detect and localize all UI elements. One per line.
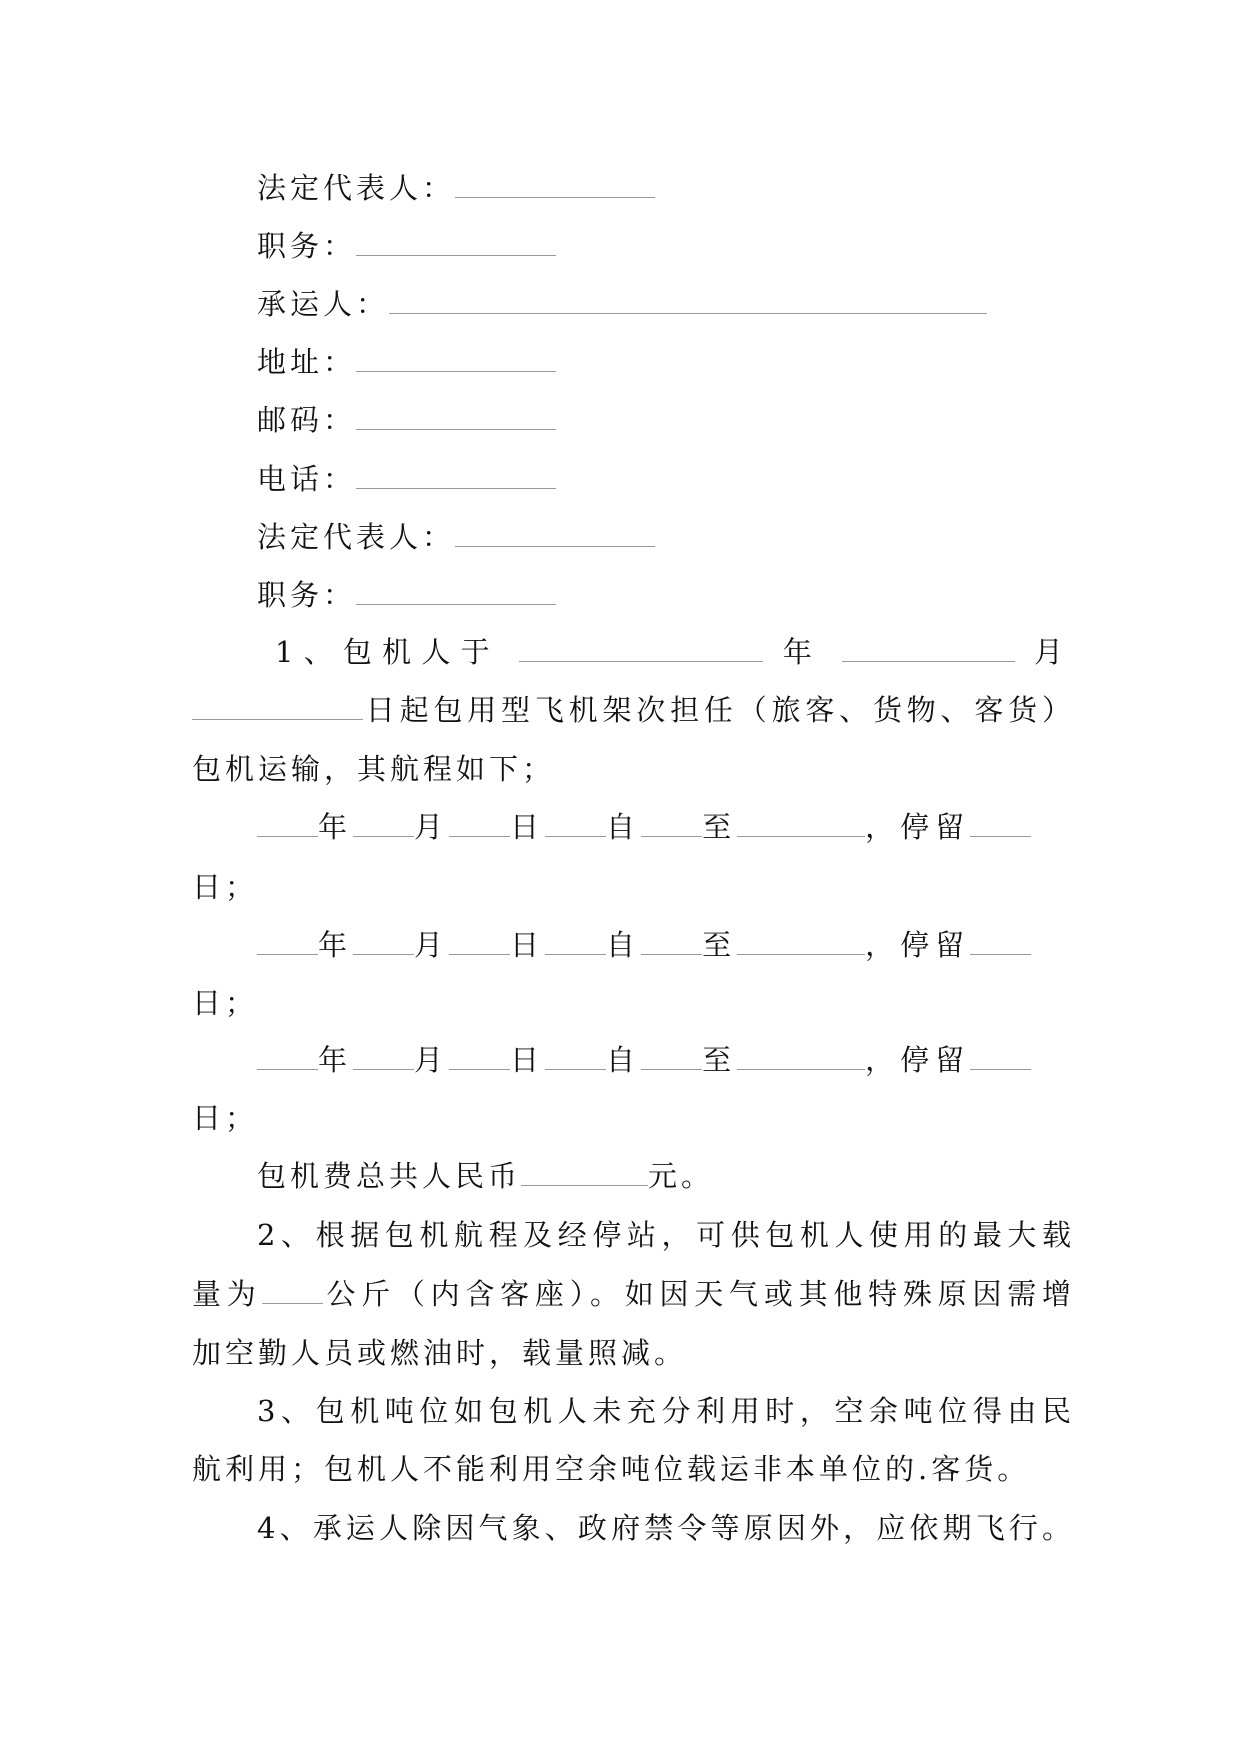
text: 日 xyxy=(510,810,546,844)
postcode-blank[interactable] xyxy=(356,403,556,430)
clause-2-line-1: 2、根据包机航程及经停站，可供包机人使用的最大载 xyxy=(257,1218,1073,1252)
address-row xyxy=(257,344,556,380)
legal-rep-2-blank[interactable] xyxy=(455,520,655,547)
text: ，停留 xyxy=(865,928,971,962)
blank[interactable] xyxy=(353,810,414,837)
blank[interactable] xyxy=(257,810,318,837)
position-1-blank[interactable] xyxy=(356,229,556,256)
text: 月 xyxy=(1034,635,1074,669)
blank[interactable] xyxy=(449,928,510,955)
text: 至 xyxy=(702,1043,738,1077)
blank[interactable] xyxy=(737,1043,865,1070)
legal-rep-1-row xyxy=(257,170,655,206)
blank[interactable] xyxy=(257,928,318,955)
label: 地址： xyxy=(257,345,357,379)
blank[interactable] xyxy=(970,1043,1031,1070)
text: 月 xyxy=(414,810,450,844)
fee-blank[interactable] xyxy=(521,1159,648,1186)
day-blank[interactable] xyxy=(192,693,363,720)
clause-3-line-2: 航利用；包机人不能利用空余吨位载运非本单位的.客货。 xyxy=(192,1452,1031,1486)
position-1-row xyxy=(257,228,556,264)
blank[interactable] xyxy=(545,928,606,955)
text: 自 xyxy=(606,810,642,844)
label: 邮码： xyxy=(257,403,357,437)
label: 电话： xyxy=(257,462,357,496)
itinerary-end: 日； xyxy=(192,986,259,1020)
label: 法定代表人： xyxy=(257,171,456,205)
phone-row xyxy=(257,461,556,497)
blank[interactable] xyxy=(545,1043,606,1070)
blank[interactable] xyxy=(449,1043,510,1070)
label: 职务： xyxy=(257,578,357,612)
text: 日 xyxy=(510,1043,546,1077)
clause-1-line-3 xyxy=(192,751,555,787)
text: 元。 xyxy=(648,1159,715,1193)
blank[interactable] xyxy=(449,810,510,837)
carrier-row xyxy=(257,286,987,322)
label: 职务： xyxy=(257,229,357,263)
text: 日起包用型飞机架次担任（旅客、货物、客货） xyxy=(363,693,1073,727)
text: 1、包机人于 xyxy=(275,635,500,669)
label: 法定代表人： xyxy=(257,520,456,554)
text: 月 xyxy=(414,1043,450,1077)
text: 公斤（内含客座）。如因天气或其他特殊原因需增 xyxy=(322,1277,1073,1311)
year-blank[interactable] xyxy=(519,635,763,662)
blank[interactable] xyxy=(641,810,702,837)
blank[interactable] xyxy=(641,1043,702,1070)
label: 承运人： xyxy=(257,287,390,321)
blank[interactable] xyxy=(970,928,1031,955)
fee-line xyxy=(257,1158,714,1194)
position-2-blank[interactable] xyxy=(356,578,556,605)
text: 年 xyxy=(318,810,354,844)
clause-3-line-1: 3、包机吨位如包机人未充分利用时，空余吨位得由民 xyxy=(257,1394,1073,1428)
text: 自 xyxy=(606,1043,642,1077)
text: 包机费总共人民币 xyxy=(257,1159,522,1193)
legal-rep-1-blank[interactable] xyxy=(455,171,655,198)
itinerary-row xyxy=(257,809,1031,845)
text: 自 xyxy=(606,928,642,962)
clause-2-line-3: 加空勤人员或燃油时，载量照减。 xyxy=(192,1336,688,1370)
blank[interactable] xyxy=(737,810,865,837)
text: 至 xyxy=(702,810,738,844)
text: 至 xyxy=(702,928,738,962)
blank[interactable] xyxy=(353,928,414,955)
text: 月 xyxy=(414,928,450,962)
itinerary-row xyxy=(257,927,1031,963)
blank[interactable] xyxy=(970,810,1031,837)
phone-blank[interactable] xyxy=(356,462,556,489)
clause-1-line-2 xyxy=(192,692,1073,728)
text: ，停留 xyxy=(865,1043,971,1077)
blank[interactable] xyxy=(257,1043,318,1070)
blank[interactable] xyxy=(353,1043,414,1070)
blank[interactable] xyxy=(641,928,702,955)
text: 日 xyxy=(510,928,546,962)
clause-1-line-1 xyxy=(275,634,1073,670)
text: 年 xyxy=(318,928,354,962)
blank[interactable] xyxy=(737,928,865,955)
carrier-blank[interactable] xyxy=(389,287,987,314)
weight-blank[interactable] xyxy=(262,1277,323,1304)
month-blank[interactable] xyxy=(842,635,1015,662)
text: 量为 xyxy=(192,1277,262,1311)
address-blank[interactable] xyxy=(356,345,556,372)
blank[interactable] xyxy=(545,810,606,837)
clause-4-line-1: 4、承运人除因气象、政府禁令等原因外，应依期飞行。 xyxy=(257,1511,1073,1545)
postcode-row xyxy=(257,402,556,438)
text: 年 xyxy=(782,635,823,669)
clause-2-line-2 xyxy=(192,1276,1073,1312)
text: ，停留 xyxy=(865,810,971,844)
text: 包机运输，其航程如下； xyxy=(192,752,556,786)
itinerary-row xyxy=(257,1042,1031,1078)
itinerary-end: 日； xyxy=(192,1101,259,1135)
text: 年 xyxy=(318,1043,354,1077)
legal-rep-2-row xyxy=(257,519,655,555)
position-2-row xyxy=(257,577,556,613)
itinerary-end: 日； xyxy=(192,870,259,904)
